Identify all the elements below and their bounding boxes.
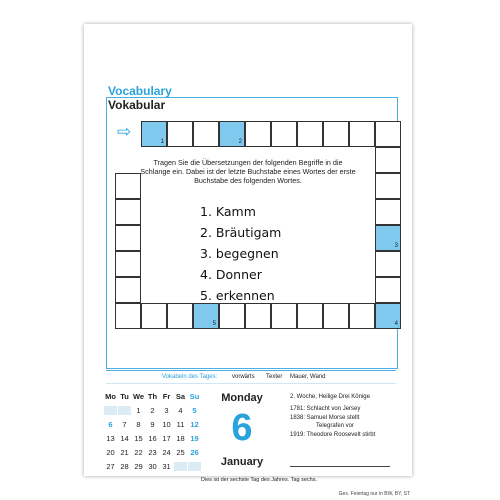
calendar-week	[104, 448, 204, 459]
calendar-day: 22	[134, 448, 143, 457]
puzzle-cell[interactable]	[115, 173, 141, 199]
weekday-label: Mo	[105, 392, 116, 401]
calendar-day: 27	[106, 462, 115, 471]
event-item: 1919: Theodore Roosevelt stirbt	[290, 432, 376, 438]
calendar-day	[188, 462, 201, 471]
weekday-name: Monday	[221, 392, 263, 404]
puzzle-instruction: Tragen Sie die Übersetzungen der folgenden Begriffe in die Schlange ein. Dabei ist der letzte Buchstabe eines Wortes der erste Buchstabe des folgenden Wortes.	[140, 158, 356, 185]
calendar-week	[104, 406, 204, 417]
weekday-label: Fr	[162, 392, 171, 401]
right-arrow-icon: ⇨	[117, 122, 132, 141]
vocab-item: Texter	[266, 374, 283, 380]
calendar-day: 13	[106, 434, 115, 443]
cell-number: 1	[160, 139, 164, 145]
calendar-day: 23	[148, 448, 157, 457]
weekday-label: Sa	[175, 392, 186, 401]
puzzle-cell[interactable]	[115, 251, 141, 277]
puzzle-cell[interactable]	[167, 121, 193, 147]
puzzle-cell[interactable]	[375, 277, 401, 303]
calendar-week	[104, 420, 204, 431]
word-item: 5. erkennen	[200, 288, 275, 303]
puzzle-cell[interactable]	[115, 277, 141, 303]
calendar-day: 16	[148, 434, 157, 443]
calendar-day: 2	[150, 406, 155, 415]
puzzle-cell[interactable]	[141, 121, 167, 147]
divider	[106, 383, 396, 384]
puzzle-cell[interactable]	[349, 121, 375, 147]
calendar-week	[104, 434, 204, 445]
calendar-day: 17	[162, 434, 171, 443]
event-item: 1781: Schlacht von Jersey	[290, 406, 361, 412]
month-name: January	[220, 456, 264, 468]
puzzle-cell[interactable]	[115, 199, 141, 225]
puzzle-cell[interactable]	[375, 225, 401, 251]
puzzle-cell[interactable]	[245, 121, 271, 147]
calendar-day: 18	[176, 434, 185, 443]
puzzle-cell[interactable]	[375, 303, 401, 329]
calendar-header	[104, 392, 204, 403]
calendar-day: 5	[192, 406, 197, 415]
calendar-day: 19	[190, 434, 199, 443]
calendar-day: 6	[108, 420, 113, 429]
calendar-day: 15	[134, 434, 143, 443]
calendar-day: 12	[190, 420, 199, 429]
puzzle-cell[interactable]	[115, 303, 141, 329]
calendar-day	[118, 406, 131, 415]
calendar-day: 24	[162, 448, 171, 457]
puzzle-cell[interactable]	[323, 121, 349, 147]
event-item: 2. Woche, Heilige Drei Könige	[290, 394, 370, 400]
cell-number: 4	[394, 321, 398, 327]
cell-number: 2	[238, 139, 242, 145]
weekday-label: Tu	[120, 392, 129, 401]
puzzle-cell[interactable]	[193, 121, 219, 147]
cell-number: 3	[394, 243, 398, 249]
event-item: 1838: Samuel Morse stellt	[290, 415, 360, 421]
calendar-day: 11	[176, 420, 185, 429]
calendar-day: 10	[162, 420, 171, 429]
puzzle-cell[interactable]	[219, 121, 245, 147]
title-german: Vokabular	[108, 98, 166, 112]
calendar-day: 1	[136, 406, 141, 415]
calendar-day	[104, 406, 117, 415]
day-of-year-note: Dies ist der sechste Tag des Jahres. Tag sechs.	[201, 477, 317, 483]
holiday-note: Ges. Feiertag nur in BW, BY, ST	[338, 491, 410, 497]
puzzle-cell[interactable]	[375, 121, 401, 147]
weekday-label: We	[132, 392, 145, 401]
puzzle-cell[interactable]	[375, 173, 401, 199]
puzzle-cell[interactable]	[375, 251, 401, 277]
calendar-day: 30	[148, 462, 157, 471]
calendar-day: 4	[178, 406, 183, 415]
cell-number: 5	[212, 321, 216, 327]
vocab-label: Vokabeln des Tages:	[162, 374, 218, 380]
calendar-day: 14	[120, 434, 129, 443]
calendar-day: 9	[150, 420, 155, 429]
puzzle-cell[interactable]	[375, 147, 401, 173]
word-item: 1. Kamm	[200, 204, 256, 219]
calendar-day: 31	[162, 462, 171, 471]
puzzle-cell[interactable]	[297, 121, 323, 147]
calendar-day: 20	[106, 448, 115, 457]
notes-line	[290, 466, 390, 467]
weekday-label: Su	[189, 392, 200, 401]
day-number: 6	[231, 407, 253, 449]
calendar-day: 28	[120, 462, 129, 471]
divider	[106, 370, 396, 371]
calendar-page	[84, 24, 412, 497]
puzzle-instructions-box	[140, 148, 356, 308]
calendar-day: 29	[134, 462, 143, 471]
title-english: Vocabulary	[108, 84, 172, 98]
vocab-item: Mauer, Wand	[290, 374, 326, 380]
puzzle-cell[interactable]	[375, 199, 401, 225]
calendar-day: 3	[164, 406, 169, 415]
calendar-day: 8	[136, 420, 141, 429]
calendar-day	[174, 462, 187, 471]
calendar-day: 26	[190, 448, 199, 457]
puzzle-cell[interactable]	[115, 225, 141, 251]
weekday-label: Th	[147, 392, 158, 401]
calendar-week	[104, 462, 204, 473]
word-item: 2. Bräutigam	[200, 225, 282, 240]
word-item: 4. Donner	[200, 267, 262, 282]
puzzle-cell[interactable]	[271, 121, 297, 147]
calendar-day: 7	[122, 420, 127, 429]
calendar-day: 25	[176, 448, 185, 457]
event-item: Telegrafen vor	[316, 423, 355, 429]
word-item: 3. begegnen	[200, 246, 279, 261]
vocab-item: vorwärts	[232, 374, 255, 380]
calendar-day: 21	[120, 448, 129, 457]
